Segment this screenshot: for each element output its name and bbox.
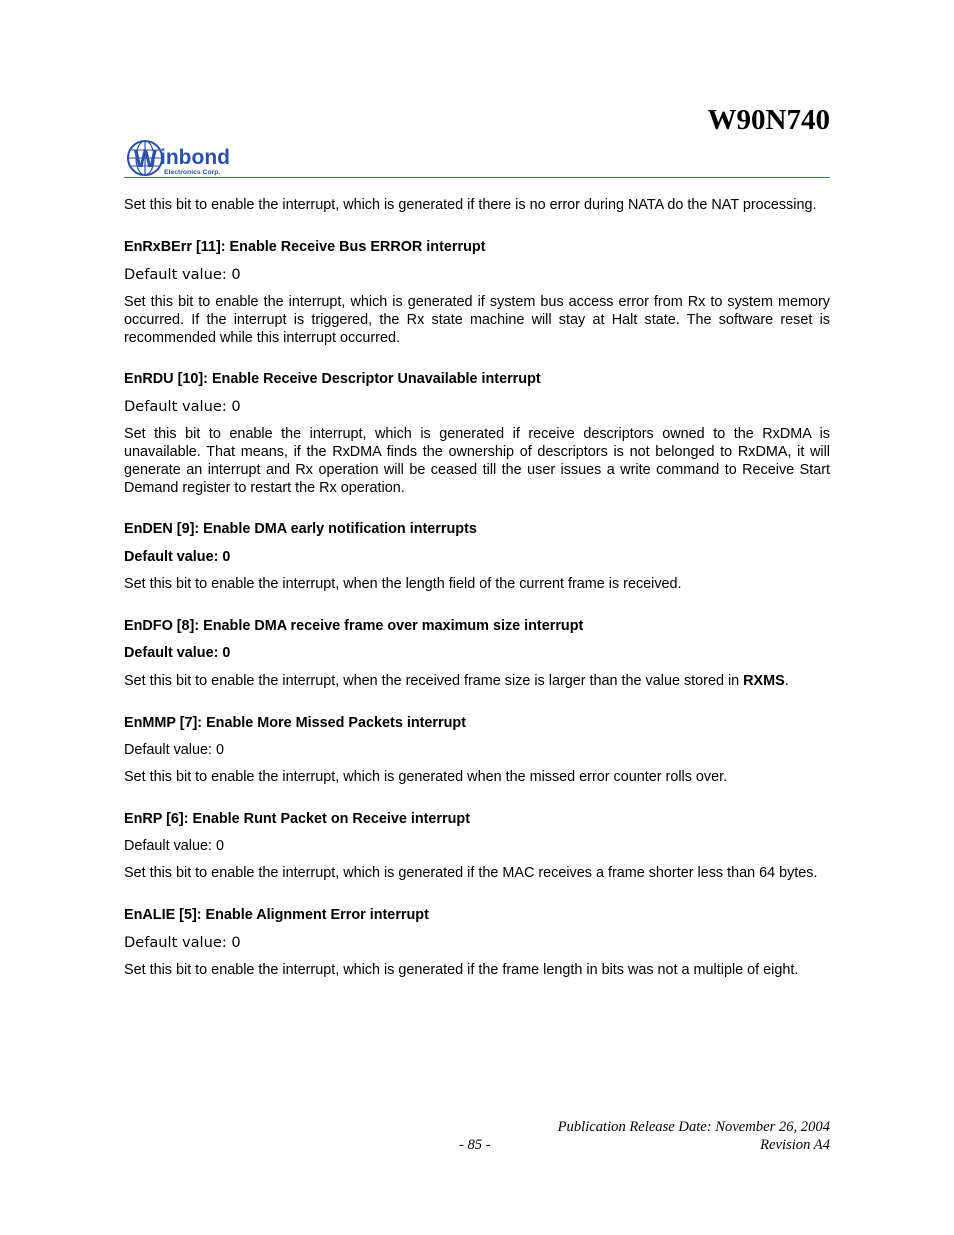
default-value-enrp: Default value: 0 (124, 838, 224, 854)
section-body-endfo (124, 672, 830, 690)
section-heading-enrdu: EnRDU [10]: Enable Receive Descriptor Unavailable interrupt (124, 371, 541, 387)
default-value-enalie: Default value: 0 (124, 934, 241, 951)
default-value-enrxberr: Default value: 0 (124, 266, 241, 283)
document-title: W90N740 (707, 104, 830, 136)
footer-release-date: Publication Release Date: November 26, 2004 (557, 1119, 830, 1135)
section-heading-endfo: EnDFO [8]: Enable DMA receive frame over maximum size interrupt (124, 618, 584, 634)
document-body (124, 196, 830, 979)
section-body-enmmp: Set this bit to enable the interrupt, which is generated when the missed error counter rolls over. (124, 769, 728, 785)
winbond-globe-icon (126, 139, 251, 179)
section-body-enrdu: Set this bit to enable the interrupt, which is generated if receive descriptors owned to the RxDMA is unavailable. That means, if the RxDMA finds the ownership of descriptors is not belonged to RxDMA, it will generate an interrupt and Rx operation will be ceased till the user issues a write command to Receive Start Demand register to restart the Rx operation. (124, 426, 830, 496)
logo-wordmark: inbond (160, 146, 230, 169)
section-heading-enrp: EnRP [6]: Enable Runt Packet on Receive interrupt (124, 811, 470, 827)
section-body-enalie: Set this bit to enable the interrupt, which is generated if the frame length in bits was not a multiple of eight. (124, 962, 799, 978)
section-body-enrxberr: Set this bit to enable the interrupt, which is generated if system bus access error from Rx to system memory occurred. If the interrupt is triggered, the Rx state machine will stay at Halt state. The software reset is recommended while this interrupt occurred. (124, 294, 830, 346)
footer-page-number: - 85 - (459, 1137, 491, 1153)
intro-paragraph: Set this bit to enable the interrupt, which is generated if there is no error during NATA do the NAT processing. (124, 197, 817, 213)
rxms-register: RXMS (743, 673, 785, 689)
footer-revision: Revision A4 (760, 1137, 830, 1153)
default-value-enrdu: Default value: 0 (124, 398, 241, 415)
section-body-endfo-end: . (784, 673, 789, 689)
logo-subtitle: Electronics Corp. (164, 169, 221, 176)
section-body-endfo-text: Set this bit to enable the interrupt, when the received frame size is larger than the value stored in (124, 673, 740, 689)
section-heading-enmmp: EnMMP [7]: Enable More Missed Packets interrupt (124, 715, 466, 731)
section-heading-enalie: EnALIE [5]: Enable Alignment Error interrupt (124, 907, 429, 923)
header-rule (124, 177, 830, 178)
section-heading-enrxberr: EnRxBErr [11]: Enable Receive Bus ERROR interrupt (124, 239, 486, 255)
logo-w-letter: W (134, 146, 157, 173)
section-heading-enden: EnDEN [9]: Enable DMA early notification interrupts (124, 521, 477, 537)
default-value-enmmp: Default value: 0 (124, 742, 224, 758)
section-body-enden: Set this bit to enable the interrupt, when the length field of the current frame is received. (124, 576, 682, 592)
default-value-enden: Default value: 0 (124, 549, 231, 565)
section-body-enrp: Set this bit to enable the interrupt, which is generated if the MAC receives a frame shorter less than 64 bytes. (124, 865, 818, 881)
default-value-endfo: Default value: 0 (124, 645, 231, 661)
winbond-logo (126, 139, 251, 179)
